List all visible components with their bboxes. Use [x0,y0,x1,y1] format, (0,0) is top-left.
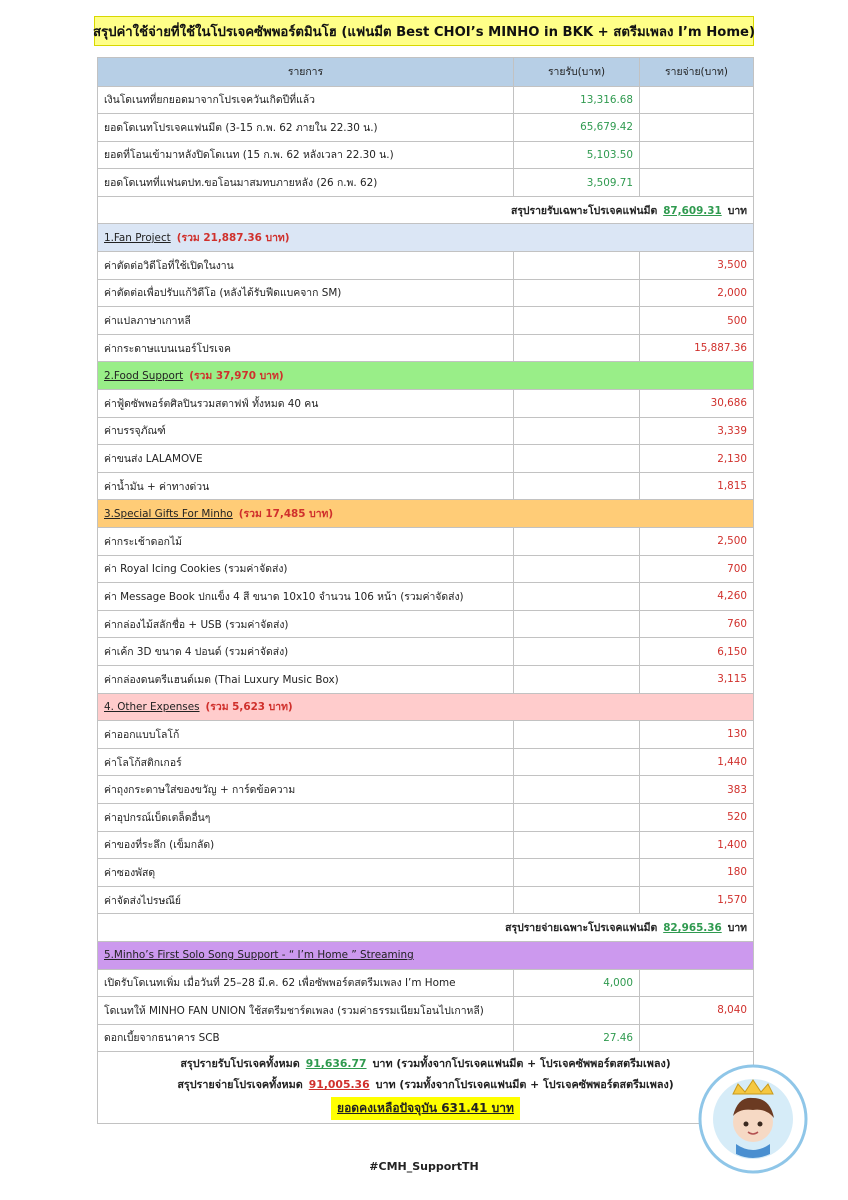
summary-value: 91,005.36 [308,1078,370,1092]
row-item: ค่ากระเช้าดอกไม้ [98,528,514,556]
table-row [98,252,754,280]
row-expense: 1,815 [640,472,754,500]
subtotal-cell [98,196,754,224]
table-row [98,583,754,611]
row-item: ค่าขนส่ง LALAMOVE [98,445,514,473]
table-row [98,776,754,804]
row-income [514,721,640,749]
table-row [98,638,754,666]
table-row [98,610,754,638]
row-income: 5,103.50 [514,141,640,169]
section-name: 5.Minho’s First Solo Song Support - “ I’m Home ” Streaming [104,949,414,962]
table-row [98,969,754,997]
row-income [514,528,640,556]
table-row [98,528,754,556]
row-expense: 30,686 [640,390,754,418]
row-expense: 383 [640,776,754,804]
table-row [98,997,754,1025]
subtotal-unit: บาท [727,922,747,935]
row-item: ดอกเบี้ยจากธนาคาร SCB [98,1024,514,1052]
row-expense: 500 [640,307,754,335]
row-income: 27.46 [514,1024,640,1052]
header-expense: รายจ่าย(บาท) [640,58,754,87]
row-expense: 2,130 [640,445,754,473]
row-income [514,610,640,638]
row-income [514,307,640,335]
subtotal-value: 82,965.36 [663,922,722,935]
row-item: ค่าของที่ระลึก (เข็มกลัด) [98,831,514,859]
table-row [98,859,754,887]
row-expense [640,969,754,997]
row-expense: 760 [640,610,754,638]
section-header [98,693,754,721]
table-row [98,86,754,114]
table-row [98,472,754,500]
section-name: 4. Other Expenses [104,701,200,714]
table-row [98,803,754,831]
row-income: 65,679.42 [514,114,640,142]
row-expense: 130 [640,721,754,749]
summary-label: สรุปรายจ่ายโปรเจคทั้งหมด [177,1078,303,1092]
row-expense [640,141,754,169]
table-row [98,334,754,362]
table-row [98,831,754,859]
section-name: 1.Fan Project [104,232,171,245]
row-item: ค่าแปลภาษาเกาหลี [98,307,514,335]
row-expense: 3,115 [640,665,754,693]
row-expense: 1,440 [640,748,754,776]
row-item: ค่า Message Book ปกแข็ง 4 สี ขนาด 10x10 จำนวน 106 หน้า (รวมค่าจัดส่ง) [98,583,514,611]
row-item: ค่าตัดต่อวิดีโอที่ใช้เปิดในงาน [98,252,514,280]
row-income [514,859,640,887]
row-item: ค่าซองพัสดุ [98,859,514,887]
row-income [514,390,640,418]
row-income [514,279,640,307]
row-expense: 3,500 [640,252,754,280]
row-expense: 2,000 [640,279,754,307]
row-expense [640,169,754,197]
row-item: ค่ากระดาษแบนเนอร์โปรเจค [98,334,514,362]
table-row [98,445,754,473]
table-row [98,886,754,914]
row-income [514,472,640,500]
row-item: ค่าน้ำมัน + ค่าทางด่วน [98,472,514,500]
section-cell [98,941,754,969]
table-row [98,279,754,307]
row-income [514,803,640,831]
table-row [98,169,754,197]
section-header [98,941,754,969]
row-income: 4,000 [514,969,640,997]
row-item: ค่าฟู้ดซัพพอร์ตศิลปินรวมสตาฟฟ์ ทั้งหมด 40 คน [98,390,514,418]
row-expense: 180 [640,859,754,887]
row-item: ค่าโลโก้สติกเกอร์ [98,748,514,776]
row-expense: 1,570 [640,886,754,914]
subtotal-unit: บาท [727,204,747,217]
row-item: ยอดที่โอนเข้ามาหลังปิดโดเนท (15 ก.พ. 62 หลังเวลา 22.30 น.) [98,141,514,169]
section-total: (รวม 17,485 บาท) [238,508,334,521]
section-header [98,500,754,528]
row-item: ค่ากล่องดนตรีแฮนด์เมด (Thai Luxury Music Box) [98,665,514,693]
hashtag: #CMH_SupportTH [369,1160,479,1173]
section-cell [98,362,754,390]
row-item: ค่าตัดต่อเพื่อปรับแก้วิดีโอ (หลังได้รับฟีดแบคจาก SM) [98,279,514,307]
subtotal-row [98,914,754,942]
section-name: 2.Food Support [104,370,184,383]
section-header [98,362,754,390]
row-item: ค่า Royal Icing Cookies (รวมค่าจัดส่ง) [98,555,514,583]
row-item: ค่าเค้ก 3D ขนาด 4 ปอนด์ (รวมค่าจัดส่ง) [98,638,514,666]
row-income [514,445,640,473]
row-item: ค่าออกแบบโลโก้ [98,721,514,749]
row-expense: 2,500 [640,528,754,556]
row-income [514,748,640,776]
table-row [98,417,754,445]
balance-total: ยอดคงเหลือปัจจุบัน 631.41 บาท [331,1097,520,1120]
row-income [514,252,640,280]
row-item: ยอดโดเนทโปรเจคแฟนมีต (3-15 ก.พ. 62 ภายใน 22.30 น.) [98,114,514,142]
summary-box [98,1055,753,1120]
table-row [98,721,754,749]
table-row [98,555,754,583]
row-expense: 15,887.36 [640,334,754,362]
summary-note: บาท (รวมทั้งจากโปรเจคแฟนมีต + โปรเจคซัพพอร์ตสตรีมเพลง) [375,1078,674,1092]
row-item: โดเนทให้ MINHO FAN UNION ใช้สตรีมชาร์ตเพลง (รวมค่าธรรมเนียมโอนไปเกาหลี) [98,997,514,1025]
header-income: รายรับ(บาท) [514,58,640,87]
table-body [98,86,754,1124]
summary-line [177,1076,673,1093]
row-item: ค่าจัดส่งไปรษณีย์ [98,886,514,914]
table-row [98,141,754,169]
table-row [98,1024,754,1052]
table-row [98,114,754,142]
section-total: (รวม 5,623 บาท) [205,701,293,714]
section-total: (รวม 21,887.36 บาท) [176,232,290,245]
row-item: เปิดรับโดเนทเพิ่ม เมื่อวันที่ 25–28 มี.ค. 62 เพื่อซัพพอร์ตสตรีมเพลง I’m Home [98,969,514,997]
section-cell [98,500,754,528]
row-item: ยอดโดเนทที่แฟนตปท.ขอโอนมาสมทบภายหลัง (26 ก.พ. 62) [98,169,514,197]
row-expense: 6,150 [640,638,754,666]
table-row [98,390,754,418]
summary-cell [98,1052,754,1124]
row-expense: 4,260 [640,583,754,611]
subtotal-label: สรุปรายรับเฉพาะโปรเจคแฟนมีต [511,204,658,217]
row-expense: 3,339 [640,417,754,445]
table-row [98,665,754,693]
header-item: รายการ [98,58,514,87]
subtotal-cell [98,914,754,942]
row-expense [640,1024,754,1052]
summary-line [180,1055,670,1072]
row-income [514,831,640,859]
summary-note: บาท (รวมทั้งจากโปรเจคแฟนมีต + โปรเจคซัพพอร์ตสตรีมเพลง) [372,1057,671,1071]
row-income: 3,509.71 [514,169,640,197]
row-expense: 1,400 [640,831,754,859]
row-item: ค่าถุงกระดาษใส่ของขวัญ + การ์ดข้อความ [98,776,514,804]
row-expense: 520 [640,803,754,831]
row-income [514,555,640,583]
row-item: เงินโดเนทที่ยกยอดมาจากโปรเจควันเกิดปีที่แล้ว [98,86,514,114]
summary-value: 91,636.77 [305,1057,367,1071]
row-expense: 8,040 [640,997,754,1025]
summary-row [98,1052,754,1124]
row-income [514,665,640,693]
row-item: ค่าอุปกรณ์เบ็ดเตล็ดอื่นๆ [98,803,514,831]
row-income [514,638,640,666]
finance-table [97,57,754,1124]
subtotal-row [98,196,754,224]
row-expense: 700 [640,555,754,583]
row-income [514,997,640,1025]
row-item: ค่าบรรจุภัณฑ์ [98,417,514,445]
summary-label: สรุปรายรับโปรเจคทั้งหมด [180,1057,300,1071]
section-cell [98,693,754,721]
section-name: 3.Special Gifts For Minho [104,508,233,521]
row-income [514,334,640,362]
page-title: สรุปค่าใช้จ่ายที่ใช้ในโปรเจคซัพพอร์ตมินโฮ (แฟนมีต Best CHOI’s MINHO in BKK + สตรีมเพลง I’m Home) [94,16,754,46]
subtotal-value: 87,609.31 [663,204,722,217]
row-income [514,776,640,804]
table-row [98,307,754,335]
row-income [514,417,640,445]
row-expense [640,86,754,114]
row-income [514,886,640,914]
subtotal-label: สรุปรายจ่ายเฉพาะโปรเจคแฟนมีต [505,922,658,935]
section-cell [98,224,754,252]
row-item: ค่ากล่องไม้สลักชื่อ + USB (รวมค่าจัดส่ง) [98,610,514,638]
section-header [98,224,754,252]
table-row [98,748,754,776]
row-income: 13,316.68 [514,86,640,114]
row-expense [640,114,754,142]
fanclub-badge-logo [698,1064,808,1174]
row-income [514,583,640,611]
section-total: (รวม 37,970 บาท) [189,370,284,383]
